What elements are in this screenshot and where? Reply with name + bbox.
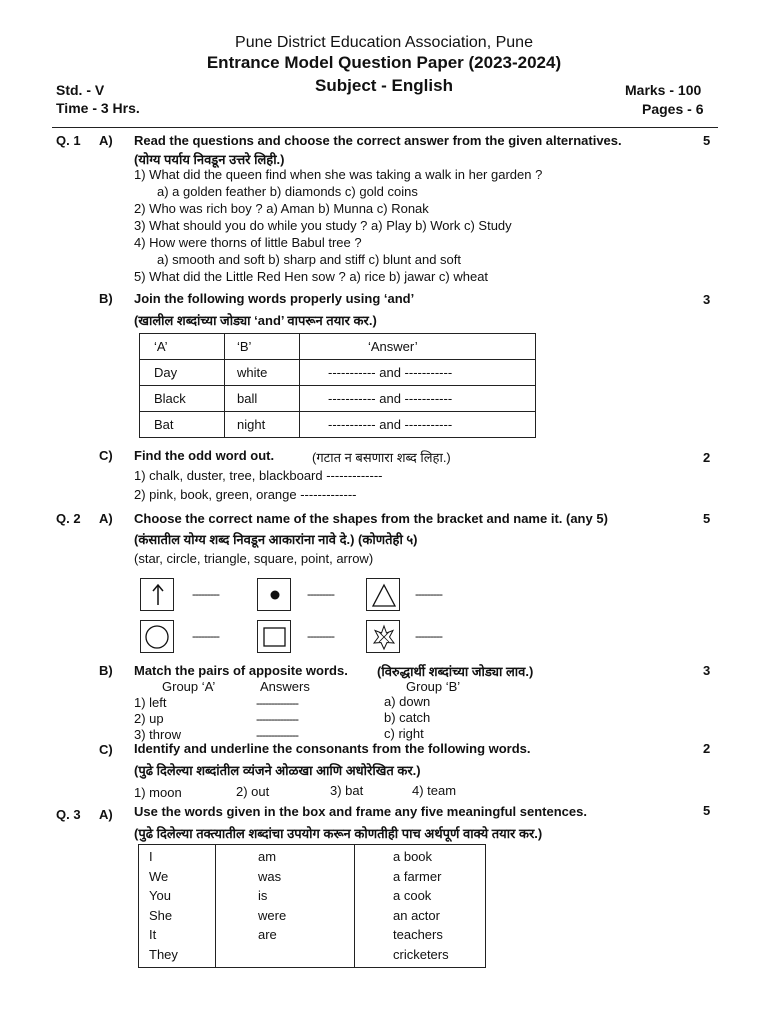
- q1a-instruction: Read the questions and choose the correct answer from the given alternatives.: [134, 133, 622, 148]
- star-icon: [366, 620, 400, 653]
- object-column: [355, 845, 486, 968]
- word-cell: She: [149, 907, 173, 923]
- shape-answer-blank[interactable]: ---------: [192, 587, 219, 601]
- q1b-marathi: (खालील शब्दांच्या जोड्या ‘and’ वापरून तयार कर.): [134, 313, 377, 328]
- q1a-item: 3) What should you do while you study ? a) Play b) Work c) Study: [134, 218, 512, 233]
- group-a-item: 2) up: [134, 711, 164, 726]
- word-cell: teachers: [393, 927, 443, 942]
- q2c-marathi: (पुढे दिलेल्या शब्दांतील व्यंजने ओळखा आणि अधोरेखित कर.): [134, 763, 421, 778]
- table-cell: night: [225, 412, 300, 438]
- q2c-marks: 2: [703, 741, 711, 756]
- group-a-item: 1) left: [134, 695, 167, 710]
- word-cell: was: [258, 868, 282, 884]
- pronoun-column: [139, 845, 216, 968]
- word-cell: It: [149, 927, 157, 942]
- answer-blank[interactable]: ----------- and -----------: [300, 386, 536, 412]
- pages-label: Pages - 6: [642, 101, 704, 117]
- q1c-marks: 2: [703, 450, 711, 465]
- q2-number: Q. 2: [56, 511, 81, 526]
- consonant-word: 3) bat: [330, 783, 364, 798]
- q1a-item: 4) How were thorns of little Babul tree ?: [134, 235, 362, 250]
- consonant-word: 4) team: [412, 783, 457, 798]
- q1c-label: C): [99, 448, 113, 463]
- table-cell: ball: [225, 386, 300, 412]
- q2b-marks: 3: [703, 663, 711, 678]
- circle-icon: [140, 620, 174, 653]
- triangle-icon: [366, 578, 400, 611]
- shape-answer-blank[interactable]: ---------: [415, 629, 442, 643]
- std-label: Std. - V: [56, 82, 105, 98]
- match-answer-blank[interactable]: --------------: [256, 712, 298, 726]
- answers-header: Answers: [260, 679, 310, 694]
- word-cell: We: [149, 868, 169, 884]
- q1a-item: 1) What did the queen find when she was taking a walk in her garden ?: [134, 167, 543, 182]
- word-cell: a book: [393, 849, 433, 864]
- q3-number: Q. 3: [56, 807, 81, 822]
- group-a-header: Group ‘A’: [162, 679, 216, 694]
- q1c-marathi: (गटात न बसणारा शब्द लिहा.): [312, 450, 451, 465]
- q1a-label: A): [99, 133, 113, 148]
- shape-answer-blank[interactable]: ---------: [415, 587, 442, 601]
- join-words-table: [139, 333, 536, 438]
- q2a-marathi: (कंसातील योग्य शब्द निवडून आकारांना नावे दे.) (कोणतेही ५): [134, 532, 418, 547]
- q2a-marks: 5: [703, 511, 711, 526]
- point-icon: [257, 578, 291, 611]
- square-icon: [257, 620, 291, 653]
- time-label: Time - 3 Hrs.: [56, 100, 140, 116]
- q1a-marks: 5: [703, 133, 711, 148]
- answer-blank[interactable]: ----------- and -----------: [300, 412, 536, 438]
- header-rule: [52, 127, 718, 128]
- group-b-item: a) down: [384, 694, 431, 709]
- group-b-item: c) right: [384, 726, 424, 741]
- word-cell: am: [258, 849, 277, 864]
- group-b-item: b) catch: [384, 710, 431, 725]
- table-cell: Bat: [140, 412, 225, 438]
- marks-label: Marks - 100: [625, 82, 702, 98]
- word-cell: is: [258, 888, 268, 903]
- match-answer-blank[interactable]: --------------: [256, 696, 298, 710]
- word-cell: They: [149, 946, 178, 962]
- q1c-item: 1) chalk, duster, tree, blackboard -------------: [134, 468, 383, 483]
- subject-title: Subject - English: [315, 76, 453, 95]
- paper-title: Entrance Model Question Paper (2023-2024): [206, 53, 562, 72]
- q1b-marks: 3: [703, 292, 711, 307]
- table-header: ‘Answer’: [300, 334, 536, 360]
- q3a-marks: 5: [703, 803, 711, 818]
- q1-number: Q. 1: [56, 133, 81, 148]
- q2b-marathi: (विरुद्धार्थी शब्दांच्या जोड्या लाव.): [377, 664, 534, 679]
- consonant-word: 2) out: [236, 784, 270, 799]
- q1a-item: a) a golden feather b) diamonds c) gold coins: [157, 184, 418, 199]
- table-header: ‘A’: [140, 334, 225, 360]
- q1c-item: 2) pink, book, green, orange -------------: [134, 487, 357, 502]
- q1a-item: 5) What did the Little Red Hen sow ? a) rice b) jawar c) wheat: [134, 269, 489, 284]
- table-cell: Black: [140, 386, 225, 412]
- answer-blank[interactable]: ----------- and -----------: [300, 360, 536, 386]
- q2a-options: (star, circle, triangle, square, point, arrow): [134, 551, 374, 566]
- consonant-word: 1) moon: [134, 785, 182, 800]
- q2c-instruction: Identify and underline the consonants from the following words.: [134, 741, 531, 756]
- q1b-label: B): [99, 291, 113, 306]
- word-cell: You: [149, 888, 171, 903]
- q3a-label: A): [99, 807, 113, 822]
- shape-answer-blank[interactable]: ---------: [307, 629, 334, 643]
- association-name: Pune District Education Association, Pune: [235, 34, 533, 51]
- word-cell: were: [258, 907, 287, 923]
- verb-column: [216, 845, 355, 968]
- shape-answer-blank[interactable]: ---------: [307, 587, 334, 601]
- arrow-icon: [140, 578, 174, 611]
- q1a-item: 2) Who was rich boy ? a) Aman b) Munna c) Ronak: [134, 201, 429, 216]
- word-box-table: [138, 844, 486, 968]
- word-cell: cricketers: [393, 946, 449, 962]
- table-header: ‘B’: [225, 334, 300, 360]
- word-cell: an actor: [393, 907, 440, 923]
- q2a-label: A): [99, 511, 113, 526]
- q1c-instruction: Find the odd word out.: [134, 448, 275, 463]
- table-cell: Day: [140, 360, 225, 386]
- q1a-marathi: (योग्य पर्याय निवडून उत्तरे लिही.): [134, 152, 285, 167]
- word-cell: a cook: [393, 888, 432, 903]
- group-b-header: Group ‘B’: [406, 679, 461, 694]
- shape-answer-blank[interactable]: ---------: [192, 629, 219, 643]
- q1b-instruction: Join the following words properly using ‘and’: [134, 291, 415, 306]
- word-cell: are: [258, 927, 277, 942]
- table-cell: white: [225, 360, 300, 386]
- q3a-marathi: (पुढे दिलेल्या तक्त्यातील शब्दांचा उपयोग करून कोणतीही पाच अर्थपूर्ण वाक्ये तयार कर.): [134, 826, 543, 841]
- q3a-instruction: Use the words given in the box and frame any five meaningful sentences.: [134, 804, 587, 819]
- group-a-item: 3) throw: [134, 727, 181, 742]
- word-cell: I: [149, 849, 153, 864]
- q2b-label: B): [99, 663, 113, 678]
- q2c-label: C): [99, 742, 113, 757]
- match-answer-blank[interactable]: --------------: [256, 728, 298, 742]
- word-cell: a farmer: [393, 868, 442, 884]
- q2a-instruction: Choose the correct name of the shapes from the bracket and name it. (any 5): [134, 511, 608, 526]
- q2b-instruction: Match the pairs of apposite words.: [134, 663, 348, 678]
- q1a-item: a) smooth and soft b) sharp and stiff c) blunt and soft: [157, 252, 461, 267]
